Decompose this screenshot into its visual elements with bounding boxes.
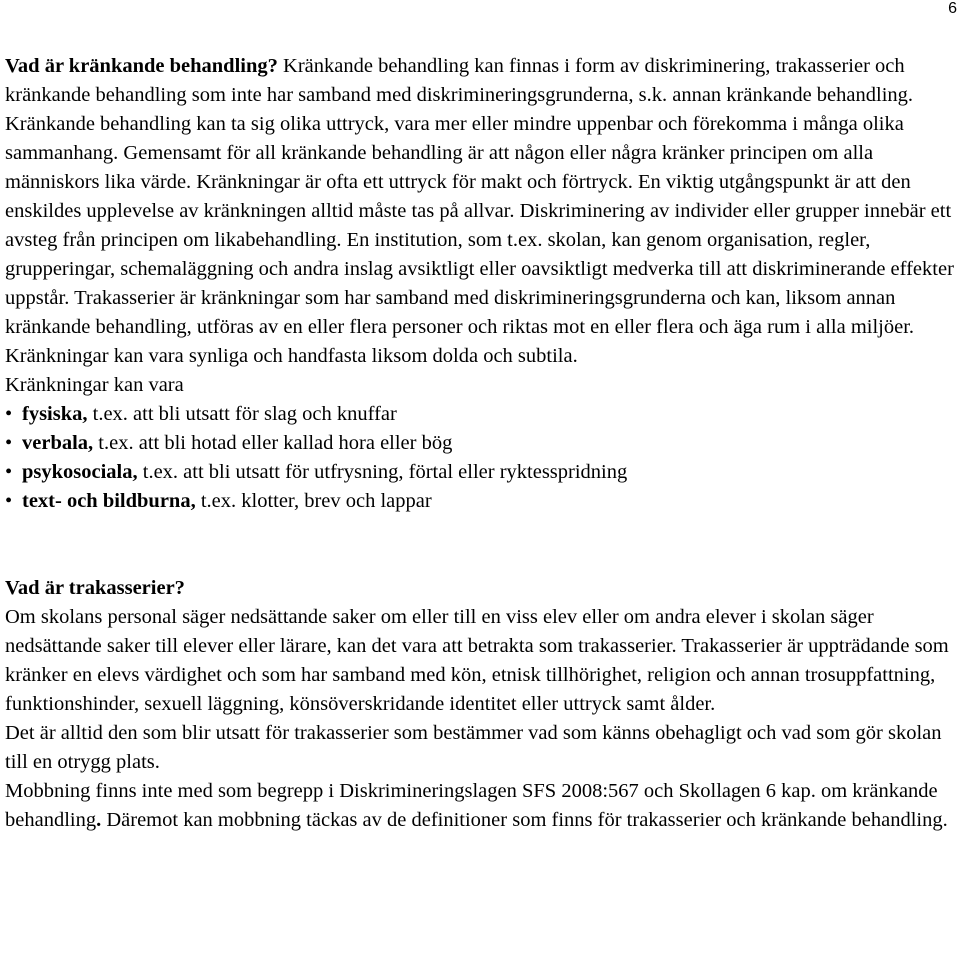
section-heading-krankande-behandling: Vad är kränkande behandling? — [5, 55, 278, 77]
utsatt-paragraph: Det är alltid den som blir utsatt för trakasserier som bestämmer vad som känns obehagligt och vad som gör skolan till en otrygg plats. — [5, 722, 942, 773]
list-item-text: t.ex. att bli utsatt för utfrysning, förtal eller ryktesspridning — [137, 461, 628, 483]
list-item — [5, 400, 958, 429]
list-item-term: psykosociala, — [22, 461, 138, 483]
intro-paragraph-text: Kränkande behandling kan finnas i form av diskriminering, trakasserier och kränkande behandling som inte har samband med diskrimineringsgrunderna, s.k. annan kränkande behandling. Kränkande behandling kan ta sig olika uttryck, vara mer eller mindre uppenbar och förekomma i många olika sammanhang. Gemensamt för all kränkande behandling är att någon eller några kränker principen om alla människors lika värde. Kränkningar är ofta ett uttryck för makt och förtryck. En viktig utgångspunkt är att den enskildes upplevelse av kränkningen alltid måste tas på allvar. Diskriminering av individer eller grupper innebär ett avsteg från principen om likabehandling. En institution, som t.ex. skolan, kan genom organisation, regler, grupperingar, schemaläggning och andra inslag avsiktligt eller oavsiktligt medverka till att diskriminerande effekter uppstår. Trakasserier är kränkningar som har samband med diskrimineringsgrunderna och kan, liksom annan kränkande behandling, utföras av en eller flera personer och riktas mot en eller flera och äga rum i alla miljöer. Kränkningar kan vara synliga och handfasta liksom dolda och subtila. — [5, 55, 954, 367]
list-item — [5, 487, 958, 516]
document-body — [5, 52, 958, 835]
bullet-icon: • — [5, 461, 13, 483]
section-heading-trakasserier — [5, 574, 958, 603]
trakasserier-heading-text: Vad är trakasserier? — [5, 577, 185, 599]
list-item-term: fysiska, — [22, 403, 88, 425]
list-item-term: verbala, — [22, 432, 94, 454]
krankning-types-list — [5, 400, 958, 516]
list-item-text: t.ex. klotter, brev och lappar — [195, 490, 432, 512]
section-spacer — [5, 516, 958, 574]
bullet-icon: • — [5, 403, 13, 425]
section-intro-paragraph — [5, 52, 958, 371]
trakasserier-paragraph: Om skolans personal säger nedsättande saker om eller till en viss elev eller om andra elever i skolan säger nedsättande saker till elever eller lärare, kan det vara att betrakta som trakasserier. Trakasserier är uppträdande som kränker en elevs värdighet och som har samband med kön, etnisk tillhörighet, religion och annan trosuppfattning, funktionshinder, sexuell läggning, könsöverskridande identitet eller uttryck samt ålder. — [5, 606, 949, 715]
mobbning-text-part2: Däremot kan mobbning täckas av de definitioner som finns för trakasserier och kränkande behandling. — [101, 809, 948, 831]
mobbning-bold-period: . — [96, 809, 102, 831]
mobbning-paragraph — [5, 777, 958, 835]
list-item-text: t.ex. att bli utsatt för slag och knuffar — [87, 403, 397, 425]
page-number: 6 — [948, 0, 957, 17]
mobbning-text-part1: Mobbning finns inte med som begrepp i Diskrimineringslagen SFS 2008:567 och Skollagen 6 kap. om kränkande behandling — [5, 780, 938, 831]
list-intro: Kränkningar kan vara — [5, 374, 184, 396]
bullet-icon: • — [5, 490, 13, 512]
list-item-text: t.ex. att bli hotad eller kallad hora eller bög — [93, 432, 453, 454]
list-item-term: text- och bildburna, — [22, 490, 196, 512]
bullet-icon: • — [5, 432, 13, 454]
list-item — [5, 458, 958, 487]
list-item — [5, 429, 958, 458]
